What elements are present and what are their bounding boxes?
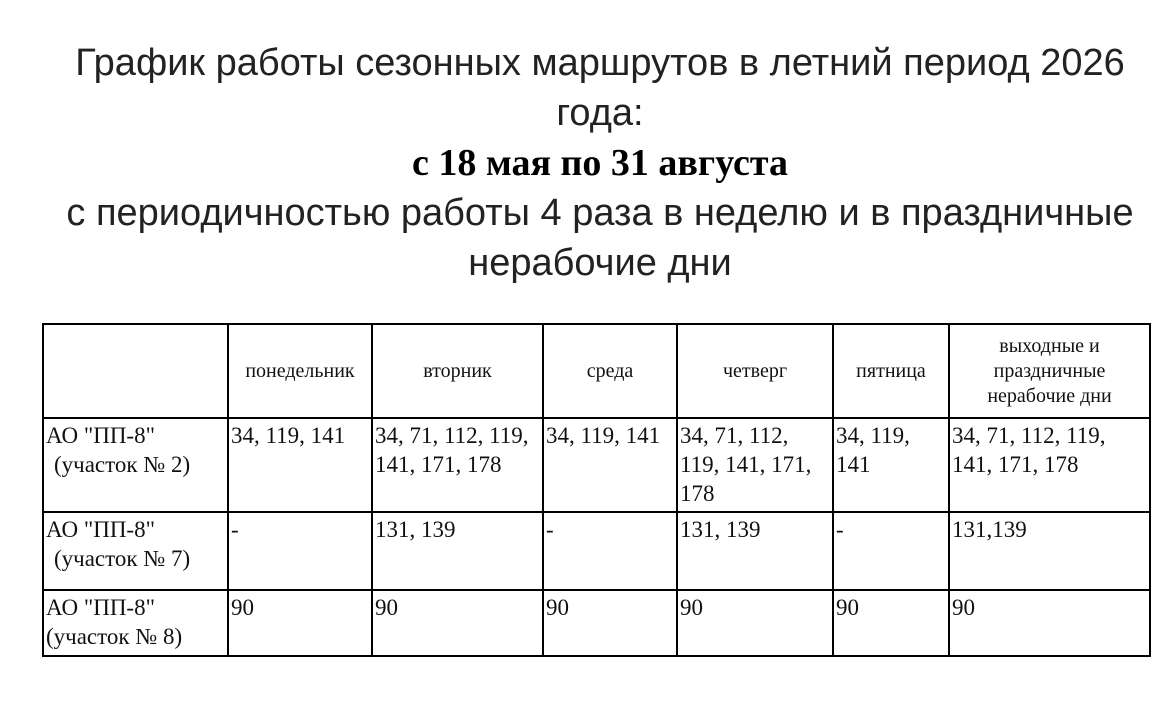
row-org-cell (43, 512, 228, 590)
header-holiday-line-1: выходные и (999, 334, 1100, 357)
route-cell-holidays: 34, 71, 112, 119, 141, 171, 178 (949, 418, 1150, 512)
route-cell-holidays: 90 (949, 590, 1150, 656)
route-cell-tuesday: 34, 71, 112, 119, 141, 171, 178 (372, 418, 543, 512)
route-cell-wednesday: - (543, 512, 677, 590)
route-cell-monday: 90 (228, 590, 372, 656)
heading-frequency-line: с периодичностью работы 4 раза в неделю и в праздничные (66, 192, 1134, 234)
schedule-table (42, 323, 1151, 657)
route-cell-monday: 34, 119, 141 (228, 418, 372, 512)
header-friday: пятница (833, 324, 949, 418)
header-wednesday: среда (543, 324, 677, 418)
route-cell-thursday: 90 (677, 590, 833, 656)
table-header-row (43, 324, 1150, 418)
heading-date-range: с 18 мая по 31 августа (411, 142, 789, 184)
header-holiday-line-3: нерабочие дни (987, 384, 1112, 407)
heading-frequency-line-cont: нерабочие дни (468, 242, 732, 284)
row-org-cell (43, 590, 228, 656)
route-cell-wednesday: 34, 119, 141 (543, 418, 677, 512)
row-org-cell (43, 418, 228, 512)
header-thursday: четверг (677, 324, 833, 418)
org-name: АО "ПП-8" (46, 517, 155, 542)
header-monday: понедельник (228, 324, 372, 418)
route-cell-tuesday: 131, 139 (372, 512, 543, 590)
header-holiday-line-2: праздничные (993, 359, 1106, 382)
table-row (43, 590, 1150, 656)
route-cell-thursday: 34, 71, 112, 119, 141, 171, 178 (677, 418, 833, 512)
route-cell-friday: 90 (833, 590, 949, 656)
route-cell-monday: - (228, 512, 372, 590)
heading-title-year-line: года: (556, 92, 644, 134)
route-cell-tuesday: 90 (372, 590, 543, 656)
route-cell-wednesday: 90 (543, 590, 677, 656)
org-section: (участок № 2) (54, 452, 191, 477)
table-row (43, 418, 1150, 512)
table-row (43, 512, 1150, 590)
page-heading (0, 38, 1170, 288)
route-cell-holidays: 131,139 (949, 512, 1150, 590)
route-cell-friday: - (833, 512, 949, 590)
header-tuesday: вторник (372, 324, 543, 418)
org-name: АО "ПП-8" (46, 595, 155, 620)
org-section: (участок № 8) (46, 624, 183, 649)
header-weekends-holidays (949, 324, 1150, 418)
org-section: (участок № 7) (54, 546, 191, 571)
heading-title-line: График работы сезонных маршрутов в летний период 2026 (75, 42, 1125, 84)
header-corner-cell (43, 324, 228, 418)
route-cell-thursday: 131, 139 (677, 512, 833, 590)
org-name: АО "ПП-8" (46, 423, 155, 448)
route-cell-friday: 34, 119, 141 (833, 418, 949, 512)
